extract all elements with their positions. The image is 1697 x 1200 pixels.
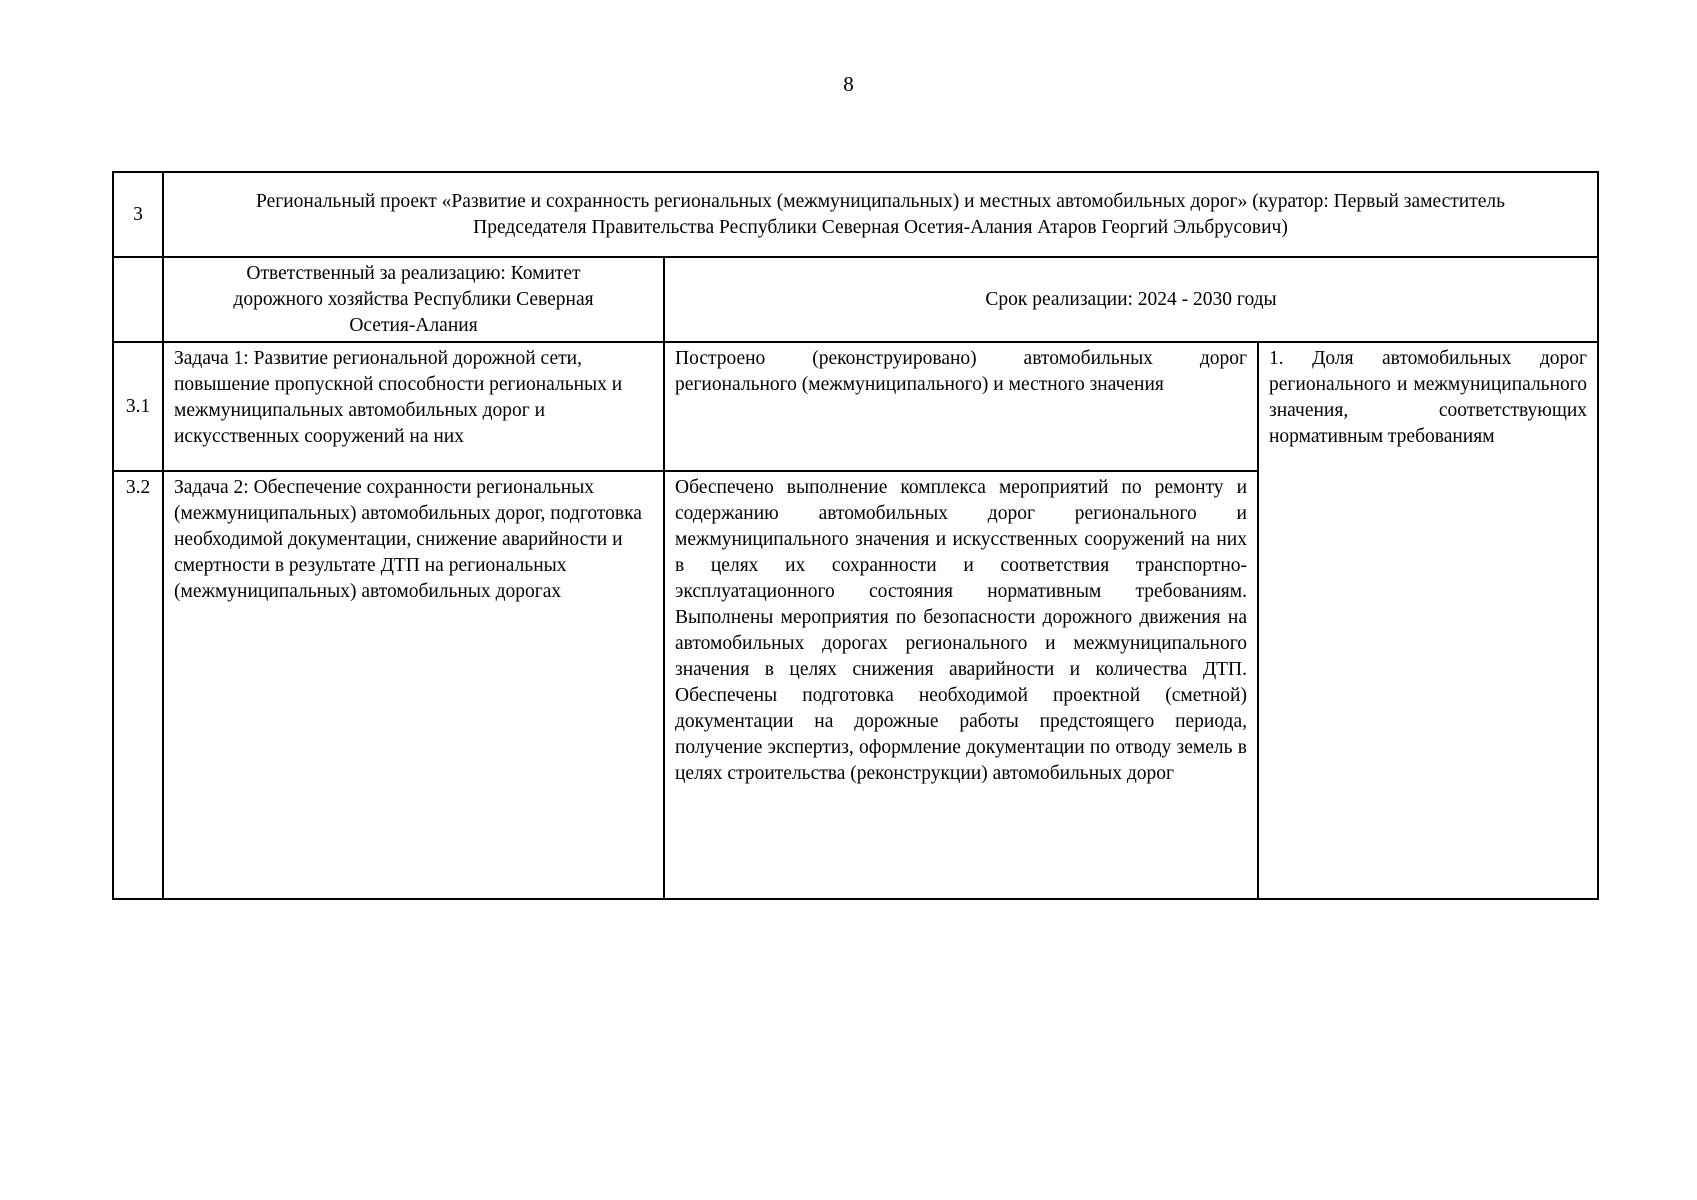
task-cell: Задача 1: Развитие региональной дорожной сети, повышение пропускной способности региональных и межмуниципальных автомобильных дорог и искусственных сооружений на них (163, 342, 664, 471)
responsible-row (113, 257, 1598, 342)
project-table (112, 171, 1599, 900)
indicator-cell: 1. Доля автомобильных дорог регионального и межмуниципального значения, соответствующих нормативным требованиям (1258, 342, 1598, 899)
project-title: Региональный проект «Развитие и сохранность региональных (межмуниципальных) и местных автомобильных дорог» (куратор: Первый заместитель Председателя Правительства Республики Северная Осетия-Алания Атаров Георгий Эльбрусович) (163, 172, 1598, 257)
term-cell: Срок реализации: 2024 - 2030 годы (664, 257, 1598, 342)
project-row (113, 172, 1598, 257)
task-number: 3.1 (113, 342, 163, 471)
page-number: 8 (843, 72, 854, 96)
result-cell: Построено (реконструировано) автомобильных дорог регионального (межмуниципального) и местного значения (664, 342, 1258, 471)
task-cell: Задача 2: Обеспечение сохранности региональных (межмуниципальных) автомобильных дорог, подготовка необходимой документации, снижение аварийности и смертности в результате ДТП на региональных (межмуниципальных) автомобильных дорогах (163, 471, 664, 899)
project-number: 3 (113, 172, 163, 257)
responsible-cell: Ответственный за реализацию: Комитет дорожного хозяйства Республики Северная Осетия-Алания (163, 257, 664, 342)
task-number: 3.2 (113, 471, 163, 899)
result-cell: Обеспечено выполнение комплекса мероприятий по ремонту и содержанию автомобильных дорог регионального и межмуниципального значения и искусственных сооружений на них в целях их сохранности и соответствия транспортно-эксплуатационного состояния нормативным требованиям. Выполнены мероприятия по безопасности дорожного движения на автомобильных дорогах регионального и межмуниципального значения в целях снижения аварийности и количества ДТП. Обеспечены подготовка необходимой проектной (сметной) документации на дорожные работы предстоящего периода, получение экспертиз, оформление документации по отводу земель в целях строительства (реконструкции) автомобильных дорог (664, 471, 1258, 899)
empty-cell (113, 257, 163, 342)
table-row (113, 342, 1598, 471)
